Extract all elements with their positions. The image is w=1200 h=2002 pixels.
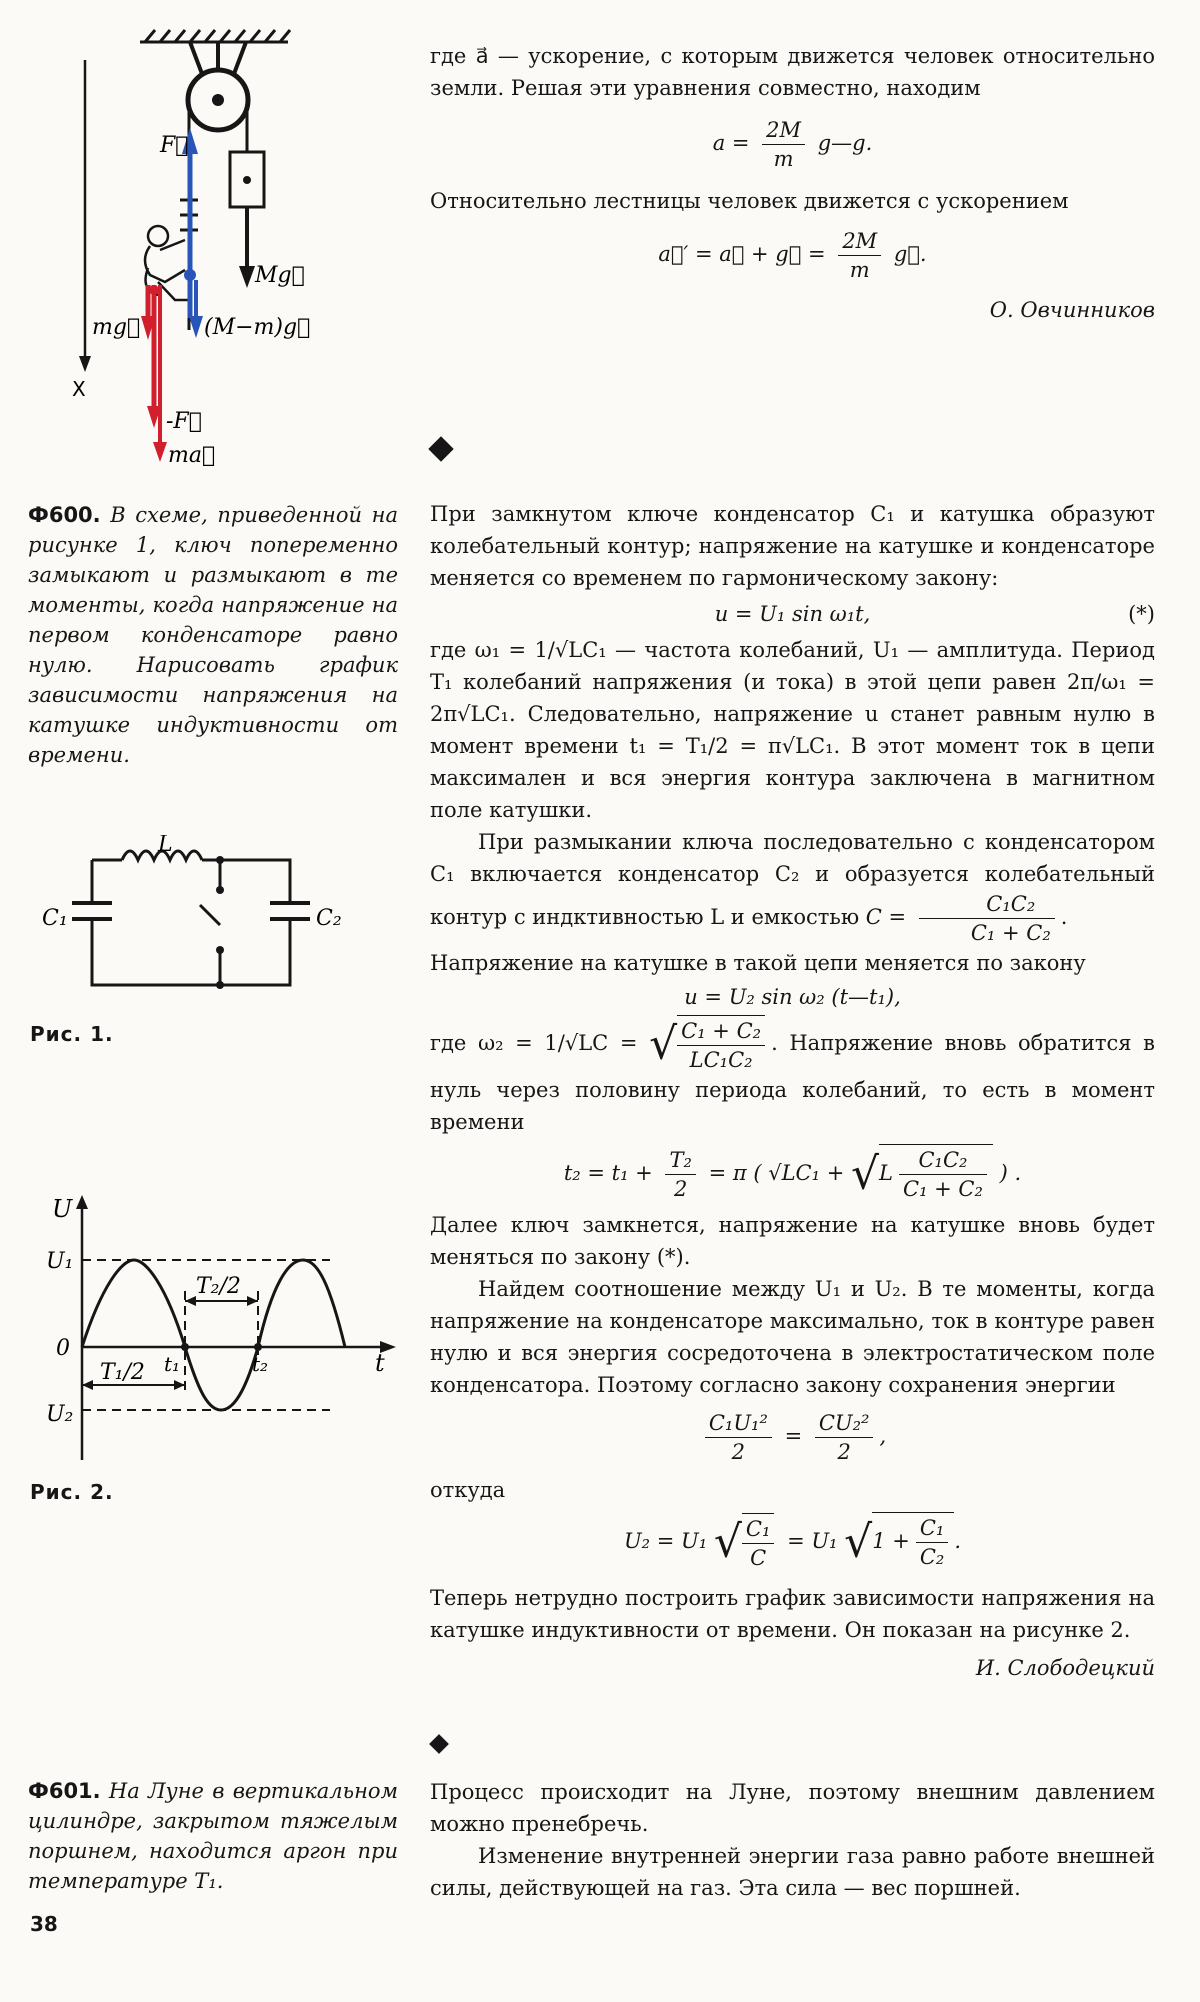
label-U2: U₂ [46, 1402, 74, 1427]
label-Mmg: (M−m)g⃗ [204, 315, 311, 340]
label-t2: t₂ [252, 1352, 269, 1376]
fig2-caption: Рис. 2. [30, 1480, 114, 1504]
author-ovchinnikov: О. Овчинников [989, 298, 1155, 322]
top-text [430, 40, 1155, 326]
problem-600 [28, 500, 398, 770]
label-F: F⃗ [160, 133, 189, 158]
label-C1: C₁ [42, 906, 68, 931]
solution-601 [430, 1776, 1155, 1904]
sol-paragraph-5: где ω₂ = 1/√LC = √ $\frac{\text{C₁ + C₂}}{\text{LC₁C₂}}$ . Напряжение вновь обратится в нуль через половину периода колебаний, то есть в момент времени [430, 1015, 1155, 1138]
label-X: X [72, 377, 86, 401]
sol-paragraph-7: Найдем соотношение между U₁ и U₂. В те моменты, когда напряжение на конденсаторе максимально, ток в контуре равен нулю и вся энергия сосредоточена в электростатическом поле конденсатора. Поэтому согласно закону сохранения энергии [430, 1277, 1155, 1397]
equation-a-prime: a⃗′ = a⃗ + g⃗ = $\frac{2M}{m}$ g⃗. [658, 229, 927, 282]
equation-energy: $\frac{\text{C₁U₁²}}{2}$ = $\frac{\text{CU₂²}}{2}$ , [430, 1409, 1155, 1466]
problem-601-text: На Луне в вертикальном цилиндре, закрытом тяжелым поршнем, находится аргон при температуре T₁. [28, 1779, 398, 1893]
page-number: 38 [30, 1912, 58, 1936]
circuit-figure [40, 835, 380, 1010]
sol-paragraph-1: При замкнутом ключе конденсатор C₁ и катушка образуют колебательный контур; напряжение на катушке и конденсаторе меняется со временем по гармоническому закону: [430, 502, 1155, 590]
section-diamond-1 [428, 436, 453, 461]
sol-paragraph-8: откуда [430, 1478, 506, 1502]
problem-600-text: В схеме, приведенной на рисунке 1, ключ попеременно замыкают и размыкают в те моменты, когда напряжение на первом конденсаторе равно нулю. Нарисовать график зависимости напряжения на катушке индуктивности от времени. [28, 503, 398, 767]
sol-paragraph-3: При размыкании ключа последовательно с конденсатором C₁ включается конденсатор C₂ и образуется колебательный контур с индктивностью L и емкостью C = $\frac{\text{C₁C₂}}{\text{C₁ + C₂}}$ . [430, 830, 1155, 945]
pulley-figure [0, 0, 420, 480]
sol-paragraph-6: Далее ключ замкнется, напряжение на катушке вновь будет меняться по закону (*). [430, 1213, 1155, 1269]
pulley [188, 42, 248, 130]
label-ma: ma⃗ [168, 443, 216, 468]
section-diamond-2 [429, 1734, 449, 1754]
equation-a: a = $\frac{2M}{m}$ g—g. [712, 118, 873, 171]
label-U1: U₁ [46, 1249, 74, 1274]
author-slobodetsky: И. Слободецкий [975, 1656, 1155, 1680]
problem-601-label: Ф601. [28, 1779, 101, 1803]
label-U: U [52, 1195, 73, 1223]
equation-tag: (*) [1128, 602, 1155, 626]
label-L: L [158, 835, 173, 857]
label-Mg: Mg⃗ [255, 263, 305, 288]
problem-601 [28, 1776, 398, 1896]
equation-u2: u = U₂ sin ω₂ (t—t₁), [684, 985, 901, 1009]
equation-t2: t₂ = t₁ + $\frac{\text{T₂}}{2}$ = π ( √LC₁ + √L $\frac{\text{C₁C₂}}{\text{C₁ + C₂}}$ ) . [430, 1144, 1155, 1203]
label-negF: -F⃗ [166, 409, 202, 434]
sol601-paragraph-1: Процесс происходит на Луне, поэтому внешним давлением можно пренебречь. [430, 1780, 1155, 1836]
equation-U2: U₂ = U₁ √ $\frac{\text{C₁}}{C}$ = U₁ √1 + $\frac{\text{C₁}}{\text{C₂}}$ . [430, 1512, 1155, 1572]
sol601-paragraph-2: Изменение внутренней энергии газа равно работе внешней силы, действующей на газ. Эта сила — вес поршней. [430, 1844, 1155, 1900]
label-t1: t₁ [164, 1352, 181, 1376]
label-C2: C₂ [316, 906, 342, 931]
sol-paragraph-9: Теперь нетрудно построить график зависимости напряжения на катушке индуктивности от времени. Он показан на рисунке 2. [430, 1586, 1155, 1642]
label-T2-half: T₂/2 [196, 1274, 241, 1299]
equation-harmonic: u = U₁ sin ω₁t, (*) [430, 598, 1155, 630]
sol-paragraph-2: где ω₁ = 1/√LC₁ — частота колебаний, U₁ — амплитуда. Период T₁ колебаний напряжения (и тока) в этой цепи равен 2π/ω₁ = 2π√LC₁. Следовательно, напряжение u станет равным нулю в момент времени t₁ = T₁/2 = π√LC₁. В этот момент ток в цепи максимален и вся энергия контура заключена в магнитном поле катушки. [430, 638, 1155, 822]
fig1-caption: Рис. 1. [30, 1022, 114, 1046]
label-mg: mg⃗ [92, 315, 141, 340]
top-paragraph-1: где a⃗ — ускорение, с которым движется человек относительно земли. Решая эти уравнения совместно, находим [430, 44, 1155, 100]
label-T1-half: T₁/2 [100, 1360, 145, 1385]
top-paragraph-2: Относительно лестницы человек движется с ускорением [430, 189, 1069, 213]
switch [200, 905, 220, 925]
sol-paragraph-4: Напряжение на катушке в такой цепи меняется по закону [430, 951, 1086, 975]
label-zero: 0 [56, 1336, 70, 1361]
label-t: t [375, 1349, 385, 1377]
capacitor-c1 [72, 903, 112, 919]
capacitor-c2 [270, 903, 310, 919]
solution-600 [430, 498, 1155, 1684]
problem-600-label: Ф600. [28, 503, 101, 527]
ceiling-hatch [140, 30, 290, 42]
voltage-graph [40, 1195, 400, 1470]
